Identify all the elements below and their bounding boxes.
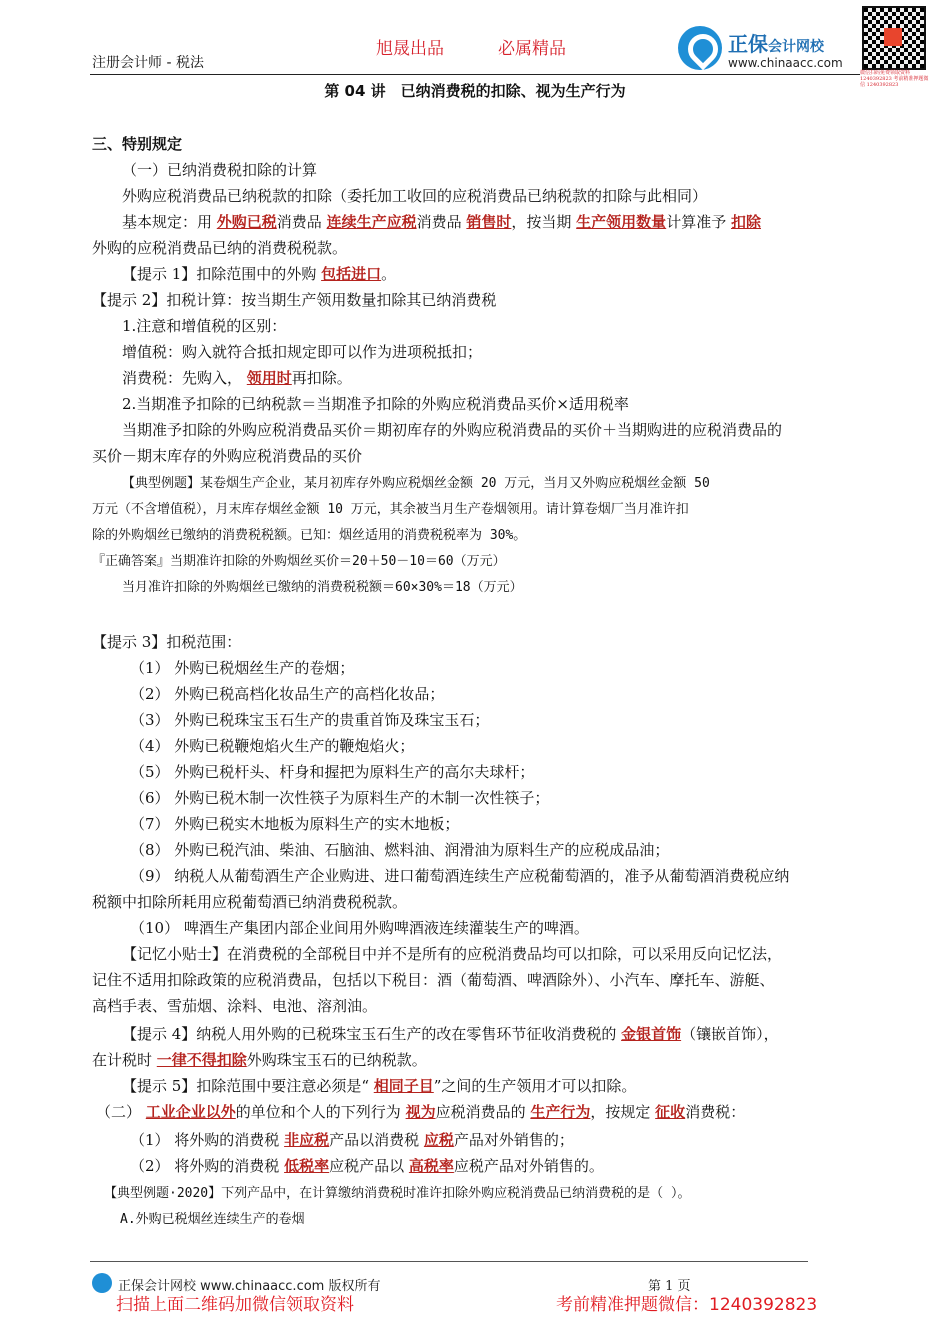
text: 产品对外销售的； <box>453 1131 574 1149</box>
keyword: 低税率 <box>284 1157 330 1175</box>
text: ，按当期 <box>511 213 577 231</box>
subsection-heading: （一）已纳消费税扣除的计算 <box>122 161 318 179</box>
formula: 当期准予扣除的外购应税消费品买价＝期初库存的外购应税消费品的买价＋当期购进的应税消费品的 <box>122 421 783 439</box>
list-item <box>130 1130 574 1150</box>
keyword: 销售时 <box>466 213 512 231</box>
text: 消费品 <box>276 213 327 231</box>
tip-4 <box>122 1024 779 1044</box>
footer-promo-right: 考前精准押题微信：1240392823 <box>556 1295 818 1315</box>
basic-rule-line <box>122 212 761 232</box>
list-item: （10） 啤酒生产集团内部企业间用外购啤酒液连续灌装生产的啤酒。 <box>130 919 589 937</box>
list-item: （7） 外购已税实木地板为原料生产的实木地板； <box>130 815 460 833</box>
keyword: 包括进口 <box>321 265 382 283</box>
memory-tip: 记住不适用扣除政策的应税消费品，包括以下税目：酒（葡萄酒、啤酒除外）、小汽车、摩托车、游艇、 <box>92 971 775 989</box>
example: 除的外购烟丝已缴纳的消费税税额。已知：烟丝适用的消费税税率为 30%。 <box>92 528 527 543</box>
list-item: （2） 外购已税高档化妆品生产的高档化妆品； <box>130 685 445 703</box>
text: 外购珠宝玉石的已纳税款。 <box>246 1051 427 1069</box>
text: 应税产品对外销售的。 <box>453 1157 604 1175</box>
list-item: （5） 外购已税杆头、杆身和握把为原料生产的高尔夫球杆； <box>130 763 535 781</box>
tip-5 <box>122 1076 636 1096</box>
list-item: （9） 纳税人从葡萄酒生产企业购进、进口葡萄酒连续生产应税葡萄酒的，准予从葡萄酒消费税应纳 <box>130 867 790 885</box>
keyword: 视为 <box>405 1103 436 1121</box>
qr-caption: 微信扫码免费领取资料 1240392823 考前精准押题微信 1240392823 <box>860 70 929 88</box>
tip-1 <box>122 264 396 284</box>
logo-sub: 会计网校 <box>768 39 824 55</box>
keyword: 连续生产应税 <box>326 213 417 231</box>
keyword: 征收 <box>655 1103 686 1121</box>
text: 产品以消费税 <box>329 1131 424 1149</box>
logo-name: 正保 <box>728 32 768 56</box>
footer-logo-icon <box>92 1273 112 1293</box>
text: ，按规定 <box>590 1103 656 1121</box>
text: 应税产品以 <box>329 1157 409 1175</box>
paragraph: 外购应税消费品已纳税款的扣除（委托加工收回的应税消费品已纳税款的扣除与此相同） <box>122 187 708 205</box>
logo-icon <box>678 26 722 70</box>
text: 消费品 <box>416 213 467 231</box>
formula: 2.当期准予扣除的已纳税款＝当期准予扣除的外购应税消费品买价×适用税率 <box>122 395 629 413</box>
section-heading: 三、特别规定 <box>92 135 183 153</box>
text: 【提示 4】纳税人用外购的已税珠宝玉石生产的改在零售环节征收消费税的 <box>122 1025 622 1043</box>
list-item: （6） 外购已税木制一次性筷子为原料生产的木制一次性筷子； <box>130 789 550 807</box>
example: 万元（不含增值税），月末库存烟丝金额 10 万元，其余被当月生产卷烟领用。请计算卷烟厂当月准许扣 <box>92 502 689 517</box>
paragraph: 外购的应税消费品已纳的消费税税款。 <box>92 239 348 257</box>
text: 计算准予 <box>666 213 731 231</box>
text: （镶嵌首饰）， <box>681 1025 779 1043</box>
paragraph: 1.注意和增值税的区别： <box>122 317 287 335</box>
footer-divider <box>90 1261 808 1262</box>
list-item: （1） 外购已税烟丝生产的卷烟； <box>130 659 355 677</box>
list-item: （8） 外购已税汽油、柴油、石脑油、燃料油、润滑油为原料生产的应税成品油； <box>130 841 670 859</box>
header-slogan-1: 旭晟出品 <box>376 39 444 59</box>
keyword: 工业企业以外 <box>145 1103 236 1121</box>
chinaacc-logo <box>678 26 858 76</box>
keyword: 领用时 <box>246 369 292 387</box>
header-slogan-2: 必属精品 <box>498 39 566 59</box>
keyword: 一律不得扣除 <box>156 1051 247 1069</box>
course-name: 注册会计师 - 税法 <box>92 55 204 71</box>
text: ”之间的生产领用才可以扣除。 <box>433 1077 637 1095</box>
text: 基本规定：用 <box>122 213 217 231</box>
subsection-2 <box>96 1102 745 1122</box>
keyword: 扣除 <box>730 213 761 231</box>
tip-2: 【提示 2】扣税计算：按当期生产领用数量扣除其已纳消费税 <box>92 291 497 309</box>
header-divider <box>90 74 860 75</box>
text: 消费税：先购入， <box>122 369 247 387</box>
keyword: 生产领用数量 <box>576 213 667 231</box>
paragraph: 增值税：购入就符合抵扣规定即可以作为进项税抵扣； <box>122 343 483 361</box>
text: 再扣除。 <box>291 369 352 387</box>
text: 【提示 1】扣除范围中的外购 <box>122 265 322 283</box>
list-item <box>130 1156 604 1176</box>
example-2020: 【典型例题·2020】下列产品中，在计算缴纳消费税时准许扣除外购应税消费品已纳消费税的是（ ）。 <box>104 1186 691 1201</box>
keyword: 应税 <box>423 1131 454 1149</box>
text: 应税消费品的 <box>435 1103 531 1121</box>
tip-4-cont <box>92 1050 427 1070</box>
list-item: 税额中扣除所耗用应税葡萄酒已纳消费税税款。 <box>92 893 408 911</box>
memory-tip: 高档手表、雪茄烟、涂料、电池、溶剂油。 <box>92 997 378 1015</box>
keyword: 相同子目 <box>373 1077 434 1095</box>
footer-promo-left: 扫描上面二维码加微信领取资料 <box>116 1295 354 1315</box>
keyword: 生产行为 <box>530 1103 591 1121</box>
tip-3: 【提示 3】扣税范围： <box>92 633 242 651</box>
text: 【提示 5】扣除范围中要注意必须是“ <box>122 1077 374 1095</box>
text: （1） 将外购的消费税 <box>130 1131 285 1149</box>
text: 消费税： <box>685 1103 746 1121</box>
option-a: A.外购已税烟丝连续生产的卷烟 <box>120 1212 305 1227</box>
keyword: 高税率 <box>408 1157 454 1175</box>
list-item: （4） 外购已税鞭炮焰火生产的鞭炮焰火； <box>130 737 415 755</box>
answer: 『正确答案』当期准许扣除的外购烟丝买价＝20＋50－10＝60（万元） <box>92 554 506 569</box>
text: 在计税时 <box>92 1051 157 1069</box>
list-item: （3） 外购已税珠宝玉石生产的贵重首饰及珠宝玉石； <box>130 711 490 729</box>
text: （2） 将外购的消费税 <box>130 1157 285 1175</box>
memory-tip: 【记忆小贴士】在消费税的全部税目中并不是所有的应税消费品均可以扣除，可以采用反向记忆法， <box>122 945 783 963</box>
example: 【典型例题】某卷烟生产企业，某月初库存外购应税烟丝金额 20 万元，当月又外购应税烟丝金额 50 <box>122 476 710 491</box>
consumption-tax-line <box>122 368 352 388</box>
text: 的单位和个人的下列行为 <box>235 1103 406 1121</box>
text: 。 <box>381 265 397 283</box>
keyword: 外购已税 <box>216 213 277 231</box>
footer-copyright: 正保会计网校 www.chinaacc.com 版权所有 <box>118 1279 381 1294</box>
lecture-title: 第 04 讲 已纳消费税的扣除、视为生产行为 <box>324 82 626 100</box>
logo-url: www.chinaacc.com <box>728 56 843 70</box>
qr-code-icon <box>862 6 926 70</box>
answer: 当月准许扣除的外购烟丝已缴纳的消费税税额＝60×30%＝18（万元） <box>122 580 523 595</box>
text: （二） <box>96 1103 146 1121</box>
page-number: 第 1 页 <box>648 1279 691 1294</box>
keyword: 非应税 <box>284 1131 330 1149</box>
keyword: 金银首饰 <box>621 1025 682 1043</box>
formula: 买价－期末库存的外购应税消费品的买价 <box>92 447 363 465</box>
